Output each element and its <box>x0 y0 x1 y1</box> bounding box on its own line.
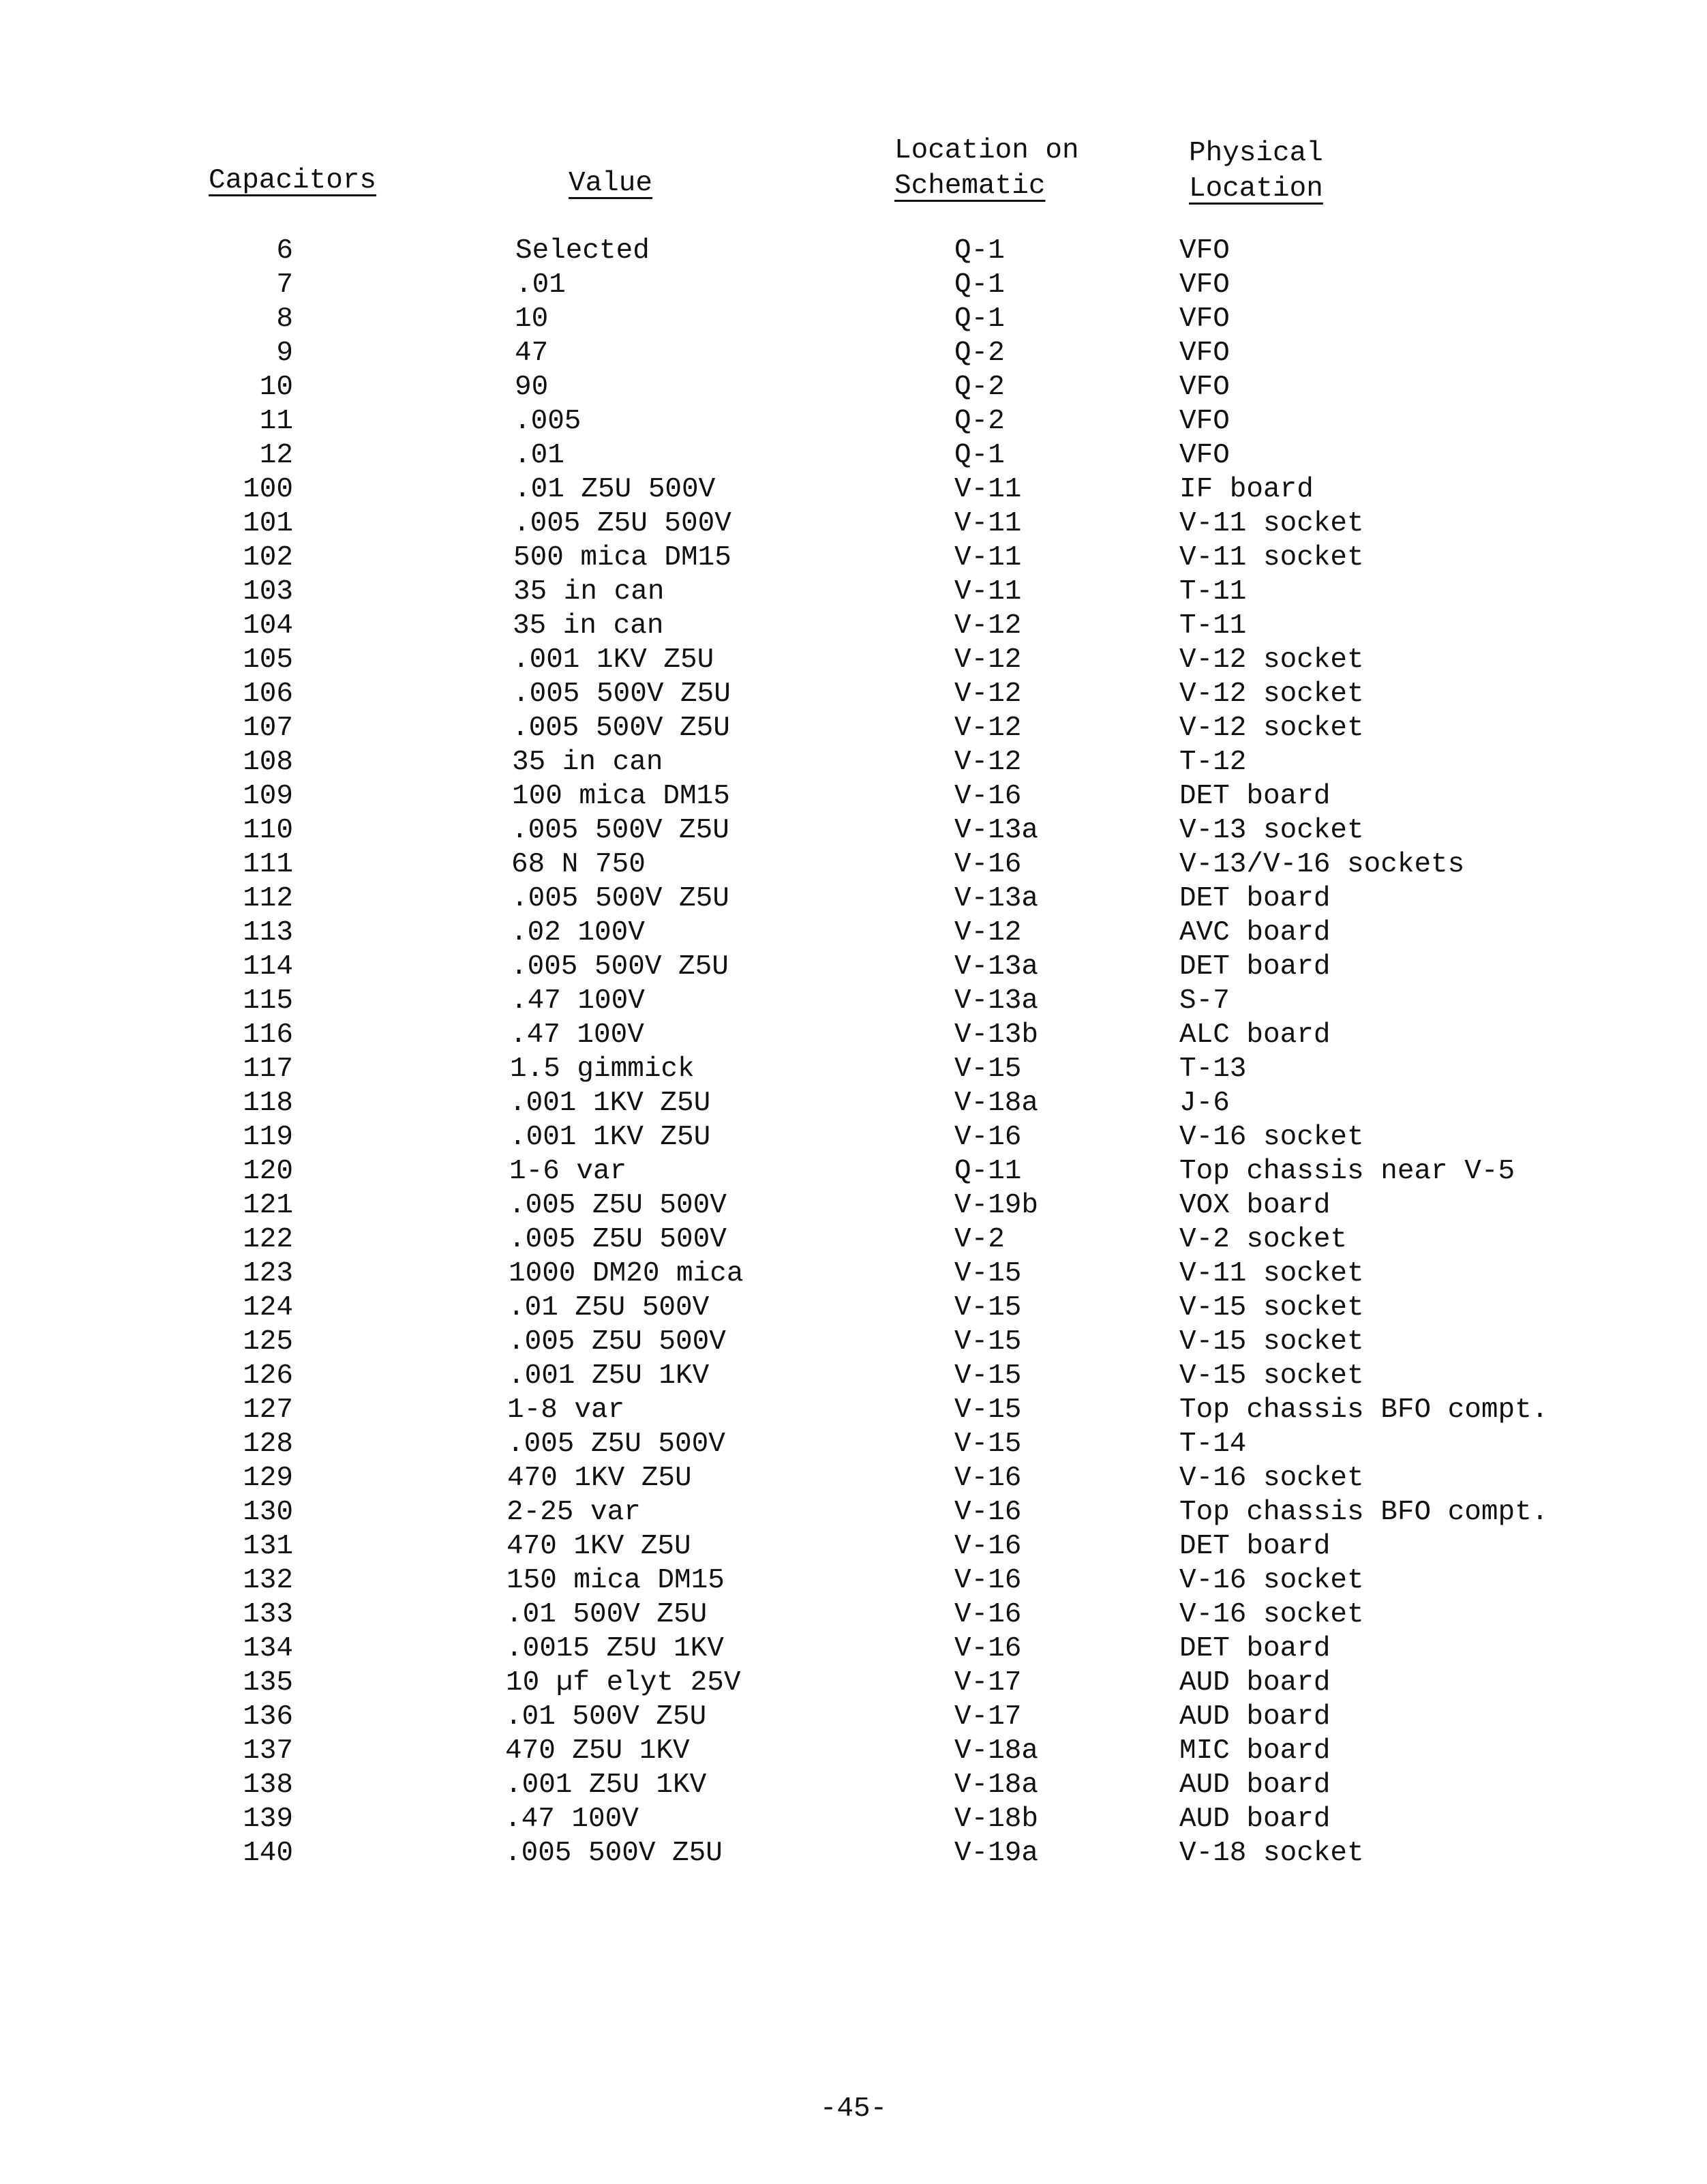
physical-location: AVC board <box>1179 917 1331 948</box>
physical-location: J-6 <box>1179 1088 1230 1119</box>
physical-location: V-11 socket <box>1179 542 1364 573</box>
physical-location: V-16 socket <box>1179 1463 1364 1494</box>
capacitor-number: 136 <box>243 1701 293 1733</box>
table-row <box>0 1700 1707 1734</box>
capacitor-value: .01 <box>515 269 566 301</box>
table-row <box>0 1427 1707 1461</box>
capacitor-number: 132 <box>243 1565 293 1596</box>
table-row <box>0 882 1707 916</box>
table-row <box>0 779 1707 813</box>
capacitor-value: .001 1KV Z5U <box>509 1088 711 1119</box>
header-schematic-line1: Location on <box>894 135 1079 166</box>
physical-location: ALC board <box>1179 1019 1331 1051</box>
capacitor-value: .01 <box>514 440 564 471</box>
capacitor-number: 128 <box>243 1428 293 1460</box>
table-row <box>0 268 1707 302</box>
page-number: -45- <box>819 2093 888 2125</box>
header-schematic-line2: Schematic <box>894 170 1046 202</box>
table-row <box>0 234 1707 268</box>
table-row <box>0 370 1707 404</box>
table-row <box>0 1052 1707 1086</box>
schematic-location: Q-2 <box>954 372 1005 403</box>
physical-location: V-12 socket <box>1179 713 1364 744</box>
capacitor-number: 125 <box>243 1326 293 1358</box>
schematic-location: V-17 <box>954 1701 1022 1733</box>
schematic-location: V-18a <box>954 1735 1039 1767</box>
schematic-location: V-16 <box>954 1633 1022 1664</box>
physical-location: DET board <box>1179 951 1331 983</box>
capacitor-number: 134 <box>243 1633 293 1664</box>
capacitor-value: 47 <box>515 338 549 369</box>
table-row <box>0 1018 1707 1052</box>
capacitor-value: Selected <box>515 235 650 267</box>
capacitor-value: .001 1KV Z5U <box>513 644 714 676</box>
capacitor-number: 112 <box>243 883 293 914</box>
physical-location: Top chassis BFO compt. <box>1179 1394 1549 1426</box>
table-row <box>0 1836 1707 1870</box>
physical-location: VFO <box>1179 372 1230 403</box>
capacitor-number: 100 <box>243 474 293 505</box>
schematic-location: V-16 <box>954 1565 1022 1596</box>
table-row <box>0 848 1707 882</box>
table-row <box>0 916 1707 950</box>
table-row <box>0 1598 1707 1632</box>
physical-location: VFO <box>1179 338 1230 369</box>
schematic-location: Q-1 <box>954 235 1005 267</box>
capacitor-value: .01 500V Z5U <box>506 1599 708 1630</box>
capacitor-number: 6 <box>276 235 293 267</box>
table-row <box>0 404 1707 438</box>
physical-location: V-15 socket <box>1179 1326 1364 1358</box>
physical-location: V-12 socket <box>1179 644 1364 676</box>
physical-location: MIC board <box>1179 1735 1331 1767</box>
physical-location: V-16 socket <box>1179 1599 1364 1630</box>
physical-location: V-2 socket <box>1179 1224 1348 1255</box>
capacitor-value: 500 mica DM15 <box>513 542 731 573</box>
schematic-location: V-19b <box>954 1190 1039 1221</box>
physical-location: Top chassis near V-5 <box>1179 1156 1515 1187</box>
physical-location: V-13/V-16 sockets <box>1179 849 1465 880</box>
schematic-location: V-16 <box>954 781 1022 812</box>
schematic-location: Q-2 <box>954 338 1005 369</box>
capacitor-number: 8 <box>276 303 293 335</box>
capacitor-number: 140 <box>243 1838 293 1869</box>
physical-location: DET board <box>1179 1531 1331 1562</box>
physical-location: V-15 socket <box>1179 1360 1364 1392</box>
schematic-location: Q-1 <box>954 440 1005 471</box>
schematic-location: V-13b <box>954 1019 1039 1051</box>
schematic-location: V-15 <box>954 1258 1022 1289</box>
table-row <box>0 1666 1707 1700</box>
physical-location: VOX board <box>1179 1190 1331 1221</box>
physical-location: V-16 socket <box>1179 1122 1364 1153</box>
capacitor-value: .005 <box>514 406 581 437</box>
capacitor-value: 1-6 var <box>509 1156 627 1187</box>
capacitor-number: 137 <box>243 1735 293 1767</box>
schematic-location: V-13a <box>954 883 1039 914</box>
schematic-location: V-11 <box>954 576 1022 608</box>
capacitor-number: 127 <box>243 1394 293 1426</box>
table-row <box>0 1393 1707 1427</box>
schematic-location: V-11 <box>954 542 1022 573</box>
table-row <box>0 1120 1707 1154</box>
capacitor-value: .005 500V Z5U <box>511 951 729 983</box>
capacitor-number: 103 <box>243 576 293 608</box>
capacitor-number: 120 <box>243 1156 293 1187</box>
table-row <box>0 1154 1707 1188</box>
capacitor-value: 100 mica DM15 <box>512 781 730 812</box>
capacitor-value: 470 Z5U 1KV <box>505 1735 690 1767</box>
physical-location: S-7 <box>1179 985 1230 1017</box>
schematic-location: V-13a <box>954 815 1039 846</box>
capacitor-value: .005 Z5U 500V <box>509 1190 727 1221</box>
capacitor-number: 105 <box>243 644 293 676</box>
capacitor-value: 35 in can <box>513 610 664 642</box>
capacitor-number: 121 <box>243 1190 293 1221</box>
capacitor-number: 115 <box>243 985 293 1017</box>
capacitor-number: 114 <box>243 951 293 983</box>
table-row <box>0 507 1707 541</box>
capacitor-value: .47 100V <box>504 1804 639 1835</box>
physical-location: IF board <box>1179 474 1314 505</box>
table-row <box>0 1529 1707 1564</box>
capacitor-number: 116 <box>243 1019 293 1051</box>
capacitor-value: 1-8 var <box>507 1394 625 1426</box>
table-row <box>0 438 1707 473</box>
header-value: Value <box>569 168 653 199</box>
table-row <box>0 1461 1707 1495</box>
capacitor-number: 11 <box>259 406 293 437</box>
capacitor-value: .005 Z5U 500V <box>509 1224 727 1255</box>
table-row <box>0 984 1707 1018</box>
table-row <box>0 1086 1707 1120</box>
capacitor-number: 9 <box>276 338 293 369</box>
schematic-location: V-18b <box>954 1804 1039 1835</box>
schematic-location: V-15 <box>954 1326 1022 1358</box>
physical-location: DET board <box>1179 1633 1331 1664</box>
schematic-location: V-18a <box>954 1769 1039 1801</box>
physical-location: VFO <box>1179 235 1230 267</box>
schematic-location: V-12 <box>954 917 1022 948</box>
table-row <box>0 609 1707 643</box>
capacitor-number: 135 <box>243 1667 293 1699</box>
table-row <box>0 575 1707 609</box>
table-row <box>0 1734 1707 1768</box>
capacitor-number: 124 <box>243 1292 293 1323</box>
physical-location: AUD board <box>1179 1667 1331 1699</box>
capacitor-value: 2-25 var <box>507 1497 641 1528</box>
schematic-location: V-12 <box>954 713 1022 744</box>
table-row <box>0 1564 1707 1598</box>
schematic-location: V-18a <box>954 1088 1039 1119</box>
schematic-location: V-15 <box>954 1428 1022 1460</box>
capacitor-number: 7 <box>276 269 293 301</box>
table-row <box>0 541 1707 575</box>
table-row <box>0 1257 1707 1291</box>
physical-location: T-11 <box>1179 610 1247 642</box>
schematic-location: V-13a <box>954 951 1039 983</box>
schematic-location: Q-2 <box>954 406 1005 437</box>
capacitor-value: 68 N 750 <box>511 849 646 880</box>
capacitor-number: 107 <box>243 713 293 744</box>
physical-location: AUD board <box>1179 1701 1331 1733</box>
table-row <box>0 1223 1707 1257</box>
schematic-location: Q-1 <box>954 303 1005 335</box>
capacitor-number: 104 <box>243 610 293 642</box>
table-row <box>0 1768 1707 1802</box>
table-row <box>0 473 1707 507</box>
header-capacitors: Capacitors <box>209 165 377 196</box>
schematic-location: V-12 <box>954 644 1022 676</box>
capacitor-number: 102 <box>243 542 293 573</box>
capacitor-value: .001 1KV Z5U <box>509 1122 711 1153</box>
capacitor-number: 118 <box>243 1088 293 1119</box>
physical-location: V-18 socket <box>1179 1838 1364 1869</box>
capacitor-value: .005 500V Z5U <box>512 713 730 744</box>
schematic-location: V-15 <box>954 1053 1022 1085</box>
schematic-location: V-19a <box>954 1838 1039 1869</box>
capacitor-value: .47 100V <box>511 985 645 1017</box>
capacitor-number: 111 <box>243 849 293 880</box>
table-row <box>0 677 1707 711</box>
physical-location: DET board <box>1179 883 1331 914</box>
table-row <box>0 1291 1707 1325</box>
schematic-location: V-16 <box>954 1122 1022 1153</box>
capacitor-value: 150 mica DM15 <box>507 1565 725 1596</box>
capacitor-value: .005 500V Z5U <box>504 1838 723 1869</box>
table-row <box>0 302 1707 336</box>
capacitor-value: 470 1KV Z5U <box>507 1531 691 1562</box>
capacitor-value: 35 in can <box>513 576 665 608</box>
table-row <box>0 1325 1707 1359</box>
capacitor-value: .005 500V Z5U <box>511 815 729 846</box>
capacitor-number: 123 <box>243 1258 293 1289</box>
capacitor-number: 106 <box>243 678 293 710</box>
capacitor-value: .001 Z5U 1KV <box>508 1360 710 1392</box>
physical-location: DET board <box>1179 781 1331 812</box>
capacitor-value: .02 100V <box>511 917 645 948</box>
schematic-location: V-16 <box>954 1599 1022 1630</box>
physical-location: V-13 socket <box>1179 815 1364 846</box>
capacitor-value: .005 Z5U 500V <box>507 1428 725 1460</box>
schematic-location: V-2 <box>954 1224 1005 1255</box>
schematic-location: V-11 <box>954 508 1022 539</box>
capacitor-number: 117 <box>243 1053 293 1085</box>
physical-location: Top chassis BFO compt. <box>1179 1497 1549 1528</box>
capacitor-value: 1000 DM20 mica <box>509 1258 744 1289</box>
capacitor-value: .01 500V Z5U <box>505 1701 707 1733</box>
table-row <box>0 643 1707 677</box>
table-row <box>0 950 1707 984</box>
table-row <box>0 1802 1707 1836</box>
table-row <box>0 1359 1707 1393</box>
header-physical-line2: Location <box>1189 173 1323 205</box>
physical-location: VFO <box>1179 303 1230 335</box>
capacitor-value: .005 500V Z5U <box>513 678 731 710</box>
table-row <box>0 1495 1707 1529</box>
capacitor-value: .01 Z5U 500V <box>514 474 716 505</box>
schematic-location: V-13a <box>954 985 1039 1017</box>
table-row <box>0 813 1707 848</box>
schematic-location: Q-1 <box>954 269 1005 301</box>
capacitor-value: 10 µf elyt 25V <box>506 1667 741 1699</box>
table-row <box>0 1632 1707 1666</box>
physical-location: V-11 socket <box>1179 1258 1364 1289</box>
physical-location: V-12 socket <box>1179 678 1364 710</box>
capacitor-number: 10 <box>259 372 293 403</box>
schematic-location: V-16 <box>954 1497 1022 1528</box>
table-row <box>0 336 1707 370</box>
table-row <box>0 1188 1707 1223</box>
physical-location: VFO <box>1179 440 1230 471</box>
table-row <box>0 745 1707 779</box>
capacitor-number: 133 <box>243 1599 293 1630</box>
capacitor-number: 139 <box>243 1804 293 1835</box>
capacitor-value: .005 Z5U 500V <box>508 1326 726 1358</box>
schematic-location: V-12 <box>954 747 1022 778</box>
capacitor-value: .0015 Z5U 1KV <box>506 1633 724 1664</box>
capacitor-value: 1.5 gimmick <box>510 1053 695 1085</box>
physical-location: AUD board <box>1179 1804 1331 1835</box>
capacitor-number: 131 <box>243 1531 293 1562</box>
capacitor-number: 129 <box>243 1463 293 1494</box>
schematic-location: V-16 <box>954 1531 1022 1562</box>
capacitor-value: .005 Z5U 500V <box>513 508 731 539</box>
physical-location: T-11 <box>1179 576 1247 608</box>
schematic-location: V-12 <box>954 610 1022 642</box>
capacitor-value: .001 Z5U 1KV <box>505 1769 707 1801</box>
capacitor-number: 113 <box>243 917 293 948</box>
physical-location: VFO <box>1179 406 1230 437</box>
capacitor-value: .47 100V <box>510 1019 644 1051</box>
schematic-location: V-15 <box>954 1394 1022 1426</box>
physical-location: V-15 socket <box>1179 1292 1364 1323</box>
capacitor-value: .01 Z5U 500V <box>508 1292 710 1323</box>
physical-location: T-12 <box>1179 747 1247 778</box>
capacitor-number: 130 <box>243 1497 293 1528</box>
capacitor-number: 122 <box>243 1224 293 1255</box>
capacitor-number: 119 <box>243 1122 293 1153</box>
physical-location: VFO <box>1179 269 1230 301</box>
capacitor-value: 10 <box>515 303 549 335</box>
schematic-location: V-16 <box>954 1463 1022 1494</box>
physical-location: V-11 socket <box>1179 508 1364 539</box>
capacitor-value: 470 1KV Z5U <box>507 1463 692 1494</box>
schematic-location: V-12 <box>954 678 1022 710</box>
capacitor-number: 110 <box>243 815 293 846</box>
header-physical-line1: Physical <box>1189 138 1323 169</box>
physical-location: V-16 socket <box>1179 1565 1364 1596</box>
schematic-location: V-15 <box>954 1360 1022 1392</box>
capacitor-number: 108 <box>243 747 293 778</box>
capacitor-value: 35 in can <box>512 747 663 778</box>
physical-location: T-14 <box>1179 1428 1247 1460</box>
capacitor-number: 12 <box>259 440 293 471</box>
capacitor-number: 109 <box>243 781 293 812</box>
capacitor-number: 138 <box>243 1769 293 1801</box>
capacitor-number: 101 <box>243 508 293 539</box>
schematic-location: V-11 <box>954 474 1022 505</box>
capacitor-number: 126 <box>243 1360 293 1392</box>
physical-location: T-13 <box>1179 1053 1247 1085</box>
schematic-location: Q-11 <box>954 1156 1022 1187</box>
table-row <box>0 711 1707 745</box>
schematic-location: V-15 <box>954 1292 1022 1323</box>
physical-location: AUD board <box>1179 1769 1331 1801</box>
schematic-location: V-17 <box>954 1667 1022 1699</box>
capacitor-value: .005 500V Z5U <box>511 883 729 914</box>
capacitor-value: 90 <box>515 372 549 403</box>
schematic-location: V-16 <box>954 849 1022 880</box>
